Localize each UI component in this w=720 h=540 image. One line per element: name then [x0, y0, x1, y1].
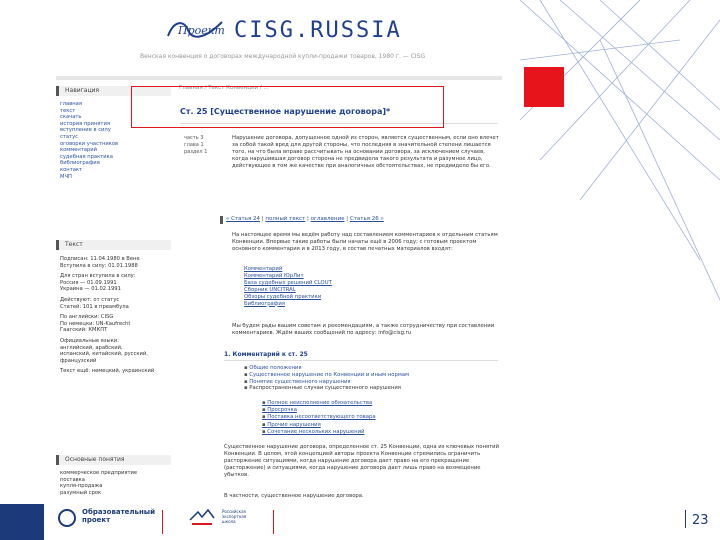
full-text-link[interactable]: полный текст: [265, 216, 306, 222]
materials-item[interactable]: База судебных решений CLOUT: [244, 279, 332, 286]
nav-item[interactable]: библиография: [60, 160, 100, 167]
concept-item[interactable]: разумный срок: [60, 489, 102, 496]
commentary-text: Существенное нарушение договора, определенное ст. 25 Конвенции, одна из ключевых понятий Конвенции. В целом, этой концепцией авторы проекта Конвенции стремились ограничить расторжение ситуациями, когда нарушение договора дает право на его прекращение (расторжение) и ситуациями, когда нарушение договора дает лишь право на возмещение убытков.: [224, 444, 500, 478]
info-line: Для стран вступила в силу:: [60, 273, 136, 280]
link-separator: |: [260, 216, 266, 222]
concepts-list: [60, 470, 170, 496]
info-line: Текст ещё: немецкий, украинский: [60, 368, 155, 375]
article-location: [184, 135, 224, 155]
nav-item[interactable]: скачать: [60, 114, 82, 121]
article-title: Ст. 25 [Существенное нарушение договора]*: [180, 107, 391, 116]
nav-item[interactable]: статус: [60, 133, 78, 140]
text-header: Текст: [56, 240, 171, 250]
breadcrumb[interactable]: Главная / Текст Конвенции / ...: [179, 85, 269, 91]
section-title: 1. Комментарий к ст. 25: [224, 351, 308, 358]
info-line: По английски: CISG: [60, 314, 114, 321]
info-line: По немецки: UN-Kaufrecht: [60, 320, 131, 327]
materials-item[interactable]: Сборник UNCITRAL: [244, 286, 296, 293]
nav-item[interactable]: вступление в силу: [60, 127, 111, 134]
section-label: раздел 1: [184, 148, 208, 155]
info-line: Украина — 01.02.1991: [60, 286, 121, 293]
commentary-text-2: В частности, существенное нарушение договора.: [224, 493, 364, 499]
toc-link[interactable]: оглавление: [310, 216, 345, 222]
nav-item[interactable]: текст: [60, 107, 76, 114]
page-number: 23: [692, 513, 709, 528]
materials-list: [244, 266, 332, 307]
education-project-label: [82, 508, 155, 524]
footer-accent: [0, 504, 44, 540]
nav-item[interactable]: судебная практика: [60, 153, 113, 160]
toc-item[interactable]: ▪ Существенное нарушение по Конвенции и иным нормам: [244, 372, 409, 379]
concept-item[interactable]: купля-продажа: [60, 483, 103, 490]
site-logo[interactable]: CISG.RUSSIA: [234, 18, 402, 43]
subtoc-item[interactable]: ▪ Полное неисполнение обязательства: [262, 400, 376, 407]
export-school-label: Российская экспортная школа: [222, 509, 247, 524]
info-line: Вступила в силу: 01.01.1988: [60, 262, 138, 269]
materials-item[interactable]: Комментарий ЮрЛит: [244, 272, 304, 279]
subtoc-item[interactable]: ▪ Поставка несоответствующего товара: [262, 414, 376, 421]
part-label: часть 3: [184, 135, 204, 141]
article-text: Нарушение договора, допущенное одной из сторон, является существенным, если оно влечет за собой такой вред для другой стороны, что последняя в значительной степени лишается того, на что была вправе рассчитывать на основании договора, за исключением случаев, когда нарушившая договор сторона не предвидела такого результата и разумное лицо, действующее в том же качестве при аналогичных обстоятельствах, не предвидело бы его.: [232, 135, 499, 169]
footer-divider: [273, 510, 274, 534]
prev-article-link[interactable]: « Статья 24: [226, 216, 261, 222]
info-line: Официальные языки:: [60, 337, 119, 344]
nav-item[interactable]: оговорки участников: [60, 140, 119, 147]
commentary-toc: [244, 365, 409, 392]
toc-item[interactable]: ▪ Понятие существенного нарушения: [244, 379, 409, 386]
info-line: Гаагский: КМКПТ: [60, 327, 108, 334]
subtoc-item[interactable]: ▪ Сочетание нескольких нарушений: [262, 429, 376, 436]
export-school-logo-icon: [188, 508, 216, 528]
next-article-link[interactable]: Статья 26 »: [349, 216, 384, 222]
logo-script-text: Проект: [178, 24, 225, 37]
concepts-header: Основные понятия: [56, 455, 171, 465]
convention-info: [60, 256, 170, 375]
section-divider: [224, 360, 498, 361]
commentary-subtoc: [262, 400, 376, 436]
subtoc-item[interactable]: ▪ Прочие нарушения: [262, 422, 376, 429]
info-line: английский, арабский,: [60, 344, 123, 351]
info-line: Подписан: 11.04.1980 в Вене: [60, 256, 140, 262]
site-subtitle: Венская конвенция о договорах международной купли-продажи товаров, 1980 г. — CISG: [140, 53, 426, 60]
nav-header: Навигация: [56, 86, 171, 96]
concept-item[interactable]: поставка: [60, 476, 85, 483]
top-bar: [56, 76, 502, 80]
toc-item[interactable]: ▪ Общие положения: [244, 365, 409, 372]
info-line: Статей: 101 в преамбула: [60, 303, 129, 310]
info-line: Действуют: от статус: [60, 296, 120, 303]
nav-item[interactable]: главная: [60, 101, 82, 107]
footer-divider: [162, 510, 163, 534]
materials-item[interactable]: Комментарий: [244, 266, 283, 272]
request-text: Мы будем рады вашим советам и рекомендациям, а также сотрудничеству при составлении комментариев. Ждём ваших сообщений по адресу: info@cisg.ru: [232, 323, 495, 336]
nav-item[interactable]: МЧП: [60, 173, 72, 180]
globe-icon: [58, 509, 76, 527]
highlight-box: [131, 86, 444, 128]
article-nav-links: [226, 216, 384, 222]
link-separator: |: [344, 216, 350, 222]
info-line: Россия — 01.09.1991: [60, 279, 117, 286]
website-screenshot: [44, 10, 514, 506]
nav-item[interactable]: история принятия: [60, 120, 110, 127]
page-num-divider: [685, 510, 686, 528]
edu-line-1: Образовательный: [82, 508, 156, 516]
accent-square: [524, 67, 564, 107]
info-line: французский: [60, 357, 97, 364]
project-logo-icon: [164, 16, 226, 42]
info-line: испанский, китайский, русский,: [60, 351, 148, 358]
materials-item[interactable]: Обзоры судебной практики: [244, 293, 322, 300]
materials-item[interactable]: Библиография: [244, 300, 285, 307]
subtoc-item[interactable]: ▪ Просрочка: [262, 407, 376, 414]
intro-text: На настоящее время мы ведём работу над составлением комментариев к отдельным статьям Конвенции. Впервые такие работы были начаты ещё в 2006 году; с готовым проектом основного комментария и в 2013 году, в состав печатных материалов входят:: [232, 232, 498, 252]
toc-item: ▪ Распространенные случаи существенного нарушения: [244, 385, 409, 392]
nav-item[interactable]: комментарий: [60, 147, 97, 154]
edu-line-2: проект: [82, 516, 111, 524]
concept-item[interactable]: коммерческое предприятие: [60, 470, 138, 476]
nav-item[interactable]: контакт: [60, 166, 83, 173]
link-separator: |: [305, 216, 311, 222]
chapter-label: глава 1: [184, 141, 204, 148]
